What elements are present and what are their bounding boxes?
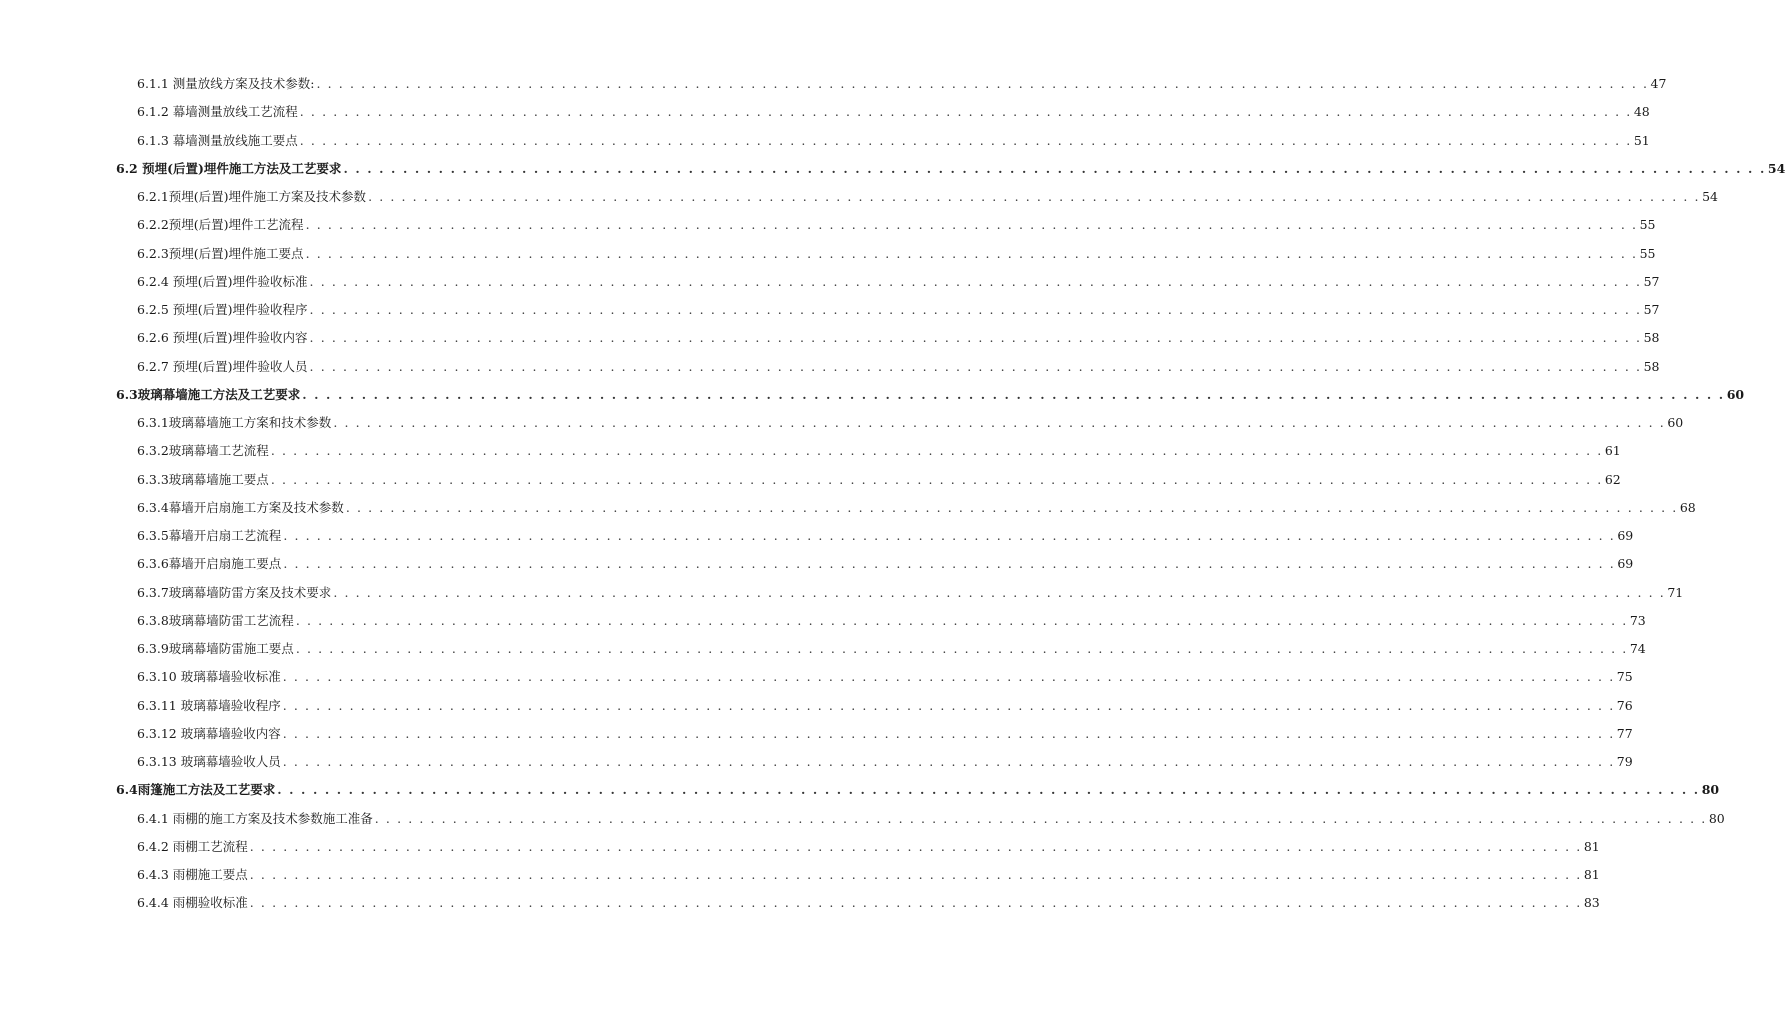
toc-entry-title: 6.3.11 玻璃幕墙验收程序 [137,697,281,713]
toc-entry[interactable] [137,217,1656,233]
toc-page-number: 57 [1643,273,1660,289]
toc-entry[interactable] [137,132,1650,149]
toc-entry-title: 6.2 预埋(后置)埋件施工方法及工艺要求 [116,160,342,176]
toc-page-number: 48 [1633,104,1650,120]
dot-leader: . . . . . . . . . . . . . . . . . . . . . . . . . . . . . . . . . . . . . . . . . . . . . . . . . . . . . . . . . . . . . . . . . . . . . . . . . . . . . . . . . . . . . . . . . . . . . . . . . . . . . . . . . . . . . . . . . . . . . . . . [309,330,1642,346]
toc-entry[interactable] [137,641,1646,657]
toc-entry-title: 6.3.5幕墙开启扇工艺流程 [137,528,282,543]
dot-leader: . . . . . . . . . . . . . . . . . . . . . . . . . . . . . . . . . . . . . . . . . . . . . . . . . . . . . . . . . . . . . . . . . . . . . . . . . . . . . . . . . . . . . . . . . . . . . . . . . . . . . . . . . . . . . . . . . . . . . . . . [270,471,1603,487]
dot-leader: . . . . . . . . . . . . . . . . . . . . . . . . . . . . . . . . . . . . . . . . . . . . . . . . . . . . . . . . . . . . . . . . . . . . . . . . . . . . . . . . . . . . . . . . . . . . . . . . . . . . . . . . . . . . . . . . . . . . . . . . [282,754,1615,769]
toc-entry[interactable] [137,725,1633,742]
toc-page-number: 79 [1616,754,1633,769]
toc-entry[interactable] [137,302,1660,318]
toc-page-number: 74 [1629,641,1646,656]
dot-leader: . . . . . . . . . . . . . . . . . . . . . . . . . . . . . . . . . . . . . . . . . . . . . . . . . . . . . . . . . . . . . . . . . . . . . . . . . . . . . . . . . . . . . . . . . . . . . . . . . . . . . . . . . . . . . . . . . . . . . . . . [343,160,1766,176]
dot-leader: . . . . . . . . . . . . . . . . . . . . . . . . . . . . . . . . . . . . . . . . . . . . . . . . . . . . . . . . . . . . . . . . . . . . . . . . . . . . . . . . . . . . . . . . . . . . . . . . . . . . . . . . . . . . . . . . . . . . . . . . [283,528,1616,543]
toc-entry-title: 6.1.2 幕墙测量放线工艺流程 [137,104,298,120]
toc-page-number: 83 [1583,895,1600,911]
dot-leader: . . . . . . . . . . . . . . . . . . . . . . . . . . . . . . . . . . . . . . . . . . . . . . . . . . . . . . . . . . . . . . . . . . . . . . . . . . . . . . . . . . . . . . . . . . . . . . . . . . . . . . . . . . . . . . . . . . . . . . . . [299,132,1632,148]
toc-entry-title: 6.2.3预埋(后置)埋件施工要点 [137,245,304,261]
dot-leader: . . . . . . . . . . . . . . . . . . . . . . . . . . . . . . . . . . . . . . . . . . . . . . . . . . . . . . . . . . . . . . . . . . . . . . . . . . . . . . . . . . . . . . . . . . . . . . . . . . . . . . . . . . . . . . . . . . . . . . . . [305,245,1638,261]
toc-entry-title: 6.3.9玻璃幕墙防雷施工要点 [137,641,294,656]
toc-entry[interactable] [137,528,1634,544]
toc-entry[interactable] [137,867,1600,883]
toc-entry[interactable] [137,443,1621,459]
dot-leader: . . . . . . . . . . . . . . . . . . . . . . . . . . . . . . . . . . . . . . . . . . . . . . . . . . . . . . . . . . . . . . . . . . . . . . . . . . . . . . . . . . . . . . . . . . . . . . . . . . . . . . . . . . . . . . . . . . . . . . . . [345,499,1678,515]
dot-leader: . . . . . . . . . . . . . . . . . . . . . . . . . . . . . . . . . . . . . . . . . . . . . . . . . . . . . . . . . . . . . . . . . . . . . . . . . . . . . . . . . . . . . . . . . . . . . . . . . . . . . . . . . . . . . . . . . . . . . . . . [302,386,1725,402]
toc-entry-title: 6.4.3 雨棚施工要点 [137,867,248,882]
toc-page-number: 62 [1604,471,1621,487]
toc-section-heading[interactable] [116,160,1785,177]
toc-entry[interactable] [137,556,1634,572]
dot-leader: . . . . . . . . . . . . . . . . . . . . . . . . . . . . . . . . . . . . . . . . . . . . . . . . . . . . . . . . . . . . . . . . . . . . . . . . . . . . . . . . . . . . . . . . . . . . . . . . . . . . . . . . . . . . . . . . . . . . . . . . [295,612,1628,628]
dot-leader: . . . . . . . . . . . . . . . . . . . . . . . . . . . . . . . . . . . . . . . . . . . . . . . . . . . . . . . . . . . . . . . . . . . . . . . . . . . . . . . . . . . . . . . . . . . . . . . . . . . . . . . . . . . . . . . . . . . . . . . . [249,838,1582,854]
toc-page-number: 57 [1643,302,1660,317]
toc-entry[interactable] [137,76,1667,92]
toc-entry[interactable] [137,189,1719,205]
dot-leader: . . . . . . . . . . . . . . . . . . . . . . . . . . . . . . . . . . . . . . . . . . . . . . . . . . . . . . . . . . . . . . . . . . . . . . . . . . . . . . . . . . . . . . . . . . . . . . . . . . . . . . . . . . . . . . . . . . . . . . . . [295,641,1628,656]
toc-entry-title: 6.3.4幕墙开启扇施工方案及技术参数 [137,499,344,515]
dot-leader: . . . . . . . . . . . . . . . . . . . . . . . . . . . . . . . . . . . . . . . . . . . . . . . . . . . . . . . . . . . . . . . . . . . . . . . . . . . . . . . . . . . . . . . . . . . . . . . . . . . . . . . . . . . . . . . . . . . . . . . . [282,697,1615,713]
toc-section-heading[interactable] [116,386,1745,403]
toc-entry-title: 6.2.1预埋(后置)埋件施工方案及技术参数 [137,189,367,204]
toc-section-heading[interactable] [116,782,1720,798]
toc-entry-title: 6.4.2 雨棚工艺流程 [137,838,248,854]
dot-leader: . . . . . . . . . . . . . . . . . . . . . . . . . . . . . . . . . . . . . . . . . . . . . . . . . . . . . . . . . . . . . . . . . . . . . . . . . . . . . . . . . . . . . . . . . . . . . . . . . . . . . . . . . . . . . . . . . . . . . . . . [299,104,1632,120]
toc-entry-title: 6.2.4 预埋(后置)埋件验收标准 [137,273,308,289]
toc-page-number: 61 [1604,443,1621,459]
toc-entry[interactable] [137,612,1646,629]
dot-leader: . . . . . . . . . . . . . . . . . . . . . . . . . . . . . . . . . . . . . . . . . . . . . . . . . . . . . . . . . . . . . . . . . . . . . . . . . . . . . . . . . . . . . . . . . . . . . . . . . . . . . . . . . . . . . . . . . . . . . . . . [277,782,1700,798]
toc-entry[interactable] [137,358,1660,375]
dot-leader: . . . . . . . . . . . . . . . . . . . . . . . . . . . . . . . . . . . . . . . . . . . . . . . . . . . . . . . . . . . . . . . . . . . . . . . . . . . . . . . . . . . . . . . . . . . . . . . . . . . . . . . . . . . . . . . . . . . . . . . . [282,725,1615,741]
toc-page-number: 54 [1767,160,1785,176]
toc-entry-title: 6.3.2玻璃幕墙工艺流程 [137,443,269,459]
toc-entry-title: 6.1.1 测量放线方案及技术参数: [137,76,315,91]
toc-page-number: 58 [1643,358,1660,374]
dot-leader: . . . . . . . . . . . . . . . . . . . . . . . . . . . . . . . . . . . . . . . . . . . . . . . . . . . . . . . . . . . . . . . . . . . . . . . . . . . . . . . . . . . . . . . . . . . . . . . . . . . . . . . . . . . . . . . . . . . . . . . . [368,189,1701,204]
toc-page-number: 81 [1583,838,1600,854]
toc-page-number: 60 [1667,415,1684,430]
dot-leader: . . . . . . . . . . . . . . . . . . . . . . . . . . . . . . . . . . . . . . . . . . . . . . . . . . . . . . . . . . . . . . . . . . . . . . . . . . . . . . . . . . . . . . . . . . . . . . . . . . . . . . . . . . . . . . . . . . . . . . . . [309,273,1642,289]
dot-leader: . . . . . . . . . . . . . . . . . . . . . . . . . . . . . . . . . . . . . . . . . . . . . . . . . . . . . . . . . . . . . . . . . . . . . . . . . . . . . . . . . . . . . . . . . . . . . . . . . . . . . . . . . . . . . . . . . . . . . . . . [316,76,1649,91]
toc-entry-title: 6.2.5 预埋(后置)埋件验收程序 [137,302,308,317]
dot-leader: . . . . . . . . . . . . . . . . . . . . . . . . . . . . . . . . . . . . . . . . . . . . . . . . . . . . . . . . . . . . . . . . . . . . . . . . . . . . . . . . . . . . . . . . . . . . . . . . . . . . . . . . . . . . . . . . . . . . . . . . [249,895,1582,911]
toc-page-number: 58 [1643,330,1660,346]
toc-page-number: 71 [1667,584,1684,600]
toc-entry-title: 6.2.2预埋(后置)埋件工艺流程 [137,217,304,233]
toc-entry[interactable] [137,895,1600,911]
toc-entry-title: 6.2.7 预埋(后置)埋件验收人员 [137,358,308,374]
toc-entry-title: 6.4.1 雨棚的施工方案及技术参数施工准备 [137,810,373,826]
toc-page-number: 77 [1616,725,1633,741]
toc-page-number: 80 [1708,810,1725,826]
dot-leader: . . . . . . . . . . . . . . . . . . . . . . . . . . . . . . . . . . . . . . . . . . . . . . . . . . . . . . . . . . . . . . . . . . . . . . . . . . . . . . . . . . . . . . . . . . . . . . . . . . . . . . . . . . . . . . . . . . . . . . . . [333,584,1666,600]
toc-page-number: 80 [1701,782,1720,798]
toc-entry[interactable] [137,838,1600,855]
toc-entry[interactable] [137,415,1684,431]
dot-leader: . . . . . . . . . . . . . . . . . . . . . . . . . . . . . . . . . . . . . . . . . . . . . . . . . . . . . . . . . . . . . . . . . . . . . . . . . . . . . . . . . . . . . . . . . . . . . . . . . . . . . . . . . . . . . . . . . . . . . . . . [249,867,1582,882]
dot-leader: . . . . . . . . . . . . . . . . . . . . . . . . . . . . . . . . . . . . . . . . . . . . . . . . . . . . . . . . . . . . . . . . . . . . . . . . . . . . . . . . . . . . . . . . . . . . . . . . . . . . . . . . . . . . . . . . . . . . . . . . [283,556,1616,572]
toc-entry-title: 6.4.4 雨棚验收标准 [137,895,248,911]
toc-page-number: 60 [1726,386,1745,402]
toc-entry-title: 6.3.7玻璃幕墙防雷方案及技术要求 [137,584,332,600]
toc-entry[interactable] [137,245,1656,262]
toc-page-number: 81 [1583,867,1600,882]
toc-entry-title: 6.1.3 幕墙测量放线施工要点 [137,132,298,148]
toc-page-number: 55 [1639,245,1656,261]
toc-entry[interactable] [137,810,1725,827]
toc-entry[interactable] [137,330,1660,346]
dot-leader: . . . . . . . . . . . . . . . . . . . . . . . . . . . . . . . . . . . . . . . . . . . . . . . . . . . . . . . . . . . . . . . . . . . . . . . . . . . . . . . . . . . . . . . . . . . . . . . . . . . . . . . . . . . . . . . . . . . . . . . . [309,358,1642,374]
toc-entry[interactable] [137,669,1633,685]
toc-page-number: 68 [1679,499,1696,515]
toc-entry-title: 6.4雨篷施工方法及工艺要求 [116,782,276,798]
toc-entry[interactable] [137,754,1633,770]
toc-page-number: 73 [1629,612,1646,628]
dot-leader: . . . . . . . . . . . . . . . . . . . . . . . . . . . . . . . . . . . . . . . . . . . . . . . . . . . . . . . . . . . . . . . . . . . . . . . . . . . . . . . . . . . . . . . . . . . . . . . . . . . . . . . . . . . . . . . . . . . . . . . . [270,443,1603,459]
toc-entry[interactable] [137,471,1621,488]
toc-entry-title: 6.3.12 玻璃幕墙验收内容 [137,725,281,741]
toc-entry-title: 6.3.1玻璃幕墙施工方案和技术参数 [137,415,332,430]
toc-entry[interactable] [137,697,1633,714]
toc-page-number: 51 [1633,132,1650,148]
toc-entry-title: 6.3.3玻璃幕墙施工要点 [137,471,269,487]
toc-page-number: 69 [1617,528,1634,543]
toc-page-number: 55 [1639,217,1656,233]
toc-entry[interactable] [137,499,1696,516]
toc-entry-title: 6.2.6 预埋(后置)埋件验收内容 [137,330,308,346]
dot-leader: . . . . . . . . . . . . . . . . . . . . . . . . . . . . . . . . . . . . . . . . . . . . . . . . . . . . . . . . . . . . . . . . . . . . . . . . . . . . . . . . . . . . . . . . . . . . . . . . . . . . . . . . . . . . . . . . . . . . . . . . [309,302,1642,317]
toc-page-number: 47 [1650,76,1667,91]
toc-entry-title: 6.3.13 玻璃幕墙验收人员 [137,754,281,769]
toc-page-number: 75 [1616,669,1633,685]
dot-leader: . . . . . . . . . . . . . . . . . . . . . . . . . . . . . . . . . . . . . . . . . . . . . . . . . . . . . . . . . . . . . . . . . . . . . . . . . . . . . . . . . . . . . . . . . . . . . . . . . . . . . . . . . . . . . . . . . . . . . . . . [374,810,1707,826]
toc-page-number: 76 [1616,697,1633,713]
toc-entry-title: 6.3.6幕墙开启扇施工要点 [137,556,282,572]
toc-entry-title: 6.3.8玻璃幕墙防雷工艺流程 [137,612,294,628]
toc-entry[interactable] [137,584,1684,601]
dot-leader: . . . . . . . . . . . . . . . . . . . . . . . . . . . . . . . . . . . . . . . . . . . . . . . . . . . . . . . . . . . . . . . . . . . . . . . . . . . . . . . . . . . . . . . . . . . . . . . . . . . . . . . . . . . . . . . . . . . . . . . . [305,217,1638,233]
dot-leader: . . . . . . . . . . . . . . . . . . . . . . . . . . . . . . . . . . . . . . . . . . . . . . . . . . . . . . . . . . . . . . . . . . . . . . . . . . . . . . . . . . . . . . . . . . . . . . . . . . . . . . . . . . . . . . . . . . . . . . . . [282,669,1615,685]
toc-entry-title: 6.3玻璃幕墙施工方法及工艺要求 [116,386,301,402]
toc-entry[interactable] [137,273,1660,290]
dot-leader: . . . . . . . . . . . . . . . . . . . . . . . . . . . . . . . . . . . . . . . . . . . . . . . . . . . . . . . . . . . . . . . . . . . . . . . . . . . . . . . . . . . . . . . . . . . . . . . . . . . . . . . . . . . . . . . . . . . . . . . . [333,415,1666,430]
toc-page-number: 54 [1702,189,1719,204]
toc-entry-title: 6.3.10 玻璃幕墙验收标准 [137,669,281,685]
toc-entry[interactable] [137,104,1650,120]
toc-page-number: 69 [1617,556,1634,572]
